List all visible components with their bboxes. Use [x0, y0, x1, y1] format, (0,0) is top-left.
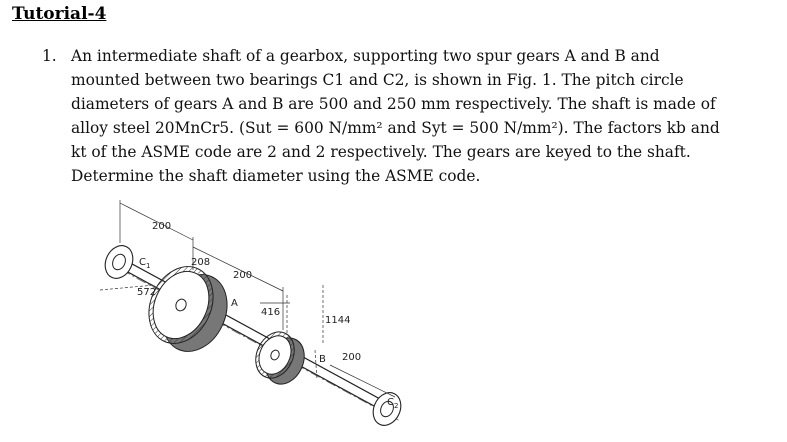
dimension-lines	[100, 200, 395, 397]
dim-200-mid: 200	[233, 270, 253, 281]
problem-text	[71, 44, 732, 188]
gear-a	[137, 256, 239, 362]
gear-b	[249, 326, 312, 391]
page-title: Tutorial-4	[12, 4, 107, 24]
label-a: A	[231, 298, 238, 309]
label-c2: $C_2$	[387, 397, 399, 410]
dim-200-bottom: 200	[342, 352, 362, 363]
dim-416: 416	[261, 307, 281, 318]
problem-statement	[42, 44, 732, 188]
dim-572: 572	[137, 287, 157, 298]
label-c1: $C_1$	[139, 257, 151, 270]
dim-1144: 1144	[325, 315, 351, 326]
bearing-c2	[368, 388, 406, 430]
problem-number: 1.	[42, 47, 57, 65]
dim-200-top: 200	[152, 221, 172, 232]
problem-line-6: Determine the shaft diameter using the ASME code.	[71, 167, 481, 185]
shaft	[105, 259, 400, 421]
label-b: B	[319, 354, 326, 365]
problem-line-2: mounted between two bearings C1 and C2, is shown in Fig. 1. The pitch circle	[71, 71, 684, 89]
problem-line-1: An intermediate shaft of a gearbox, supporting two spur gears A and B and	[71, 47, 660, 65]
problem-line-4: alloy steel 20MnCr5. (Sut = 600 N/mm² and Syt = 500 N/mm²). The factors kb and	[71, 119, 720, 137]
problem-line-5: kt of the ASME code are 2 and 2 respectively. The gears are keyed to the shaft.	[71, 143, 691, 161]
bearing-c1	[100, 241, 138, 283]
problem-line-3: diameters of gears A and B are 500 and 250 mm respectively. The shaft is made of	[71, 95, 716, 113]
shaft-figure	[95, 195, 425, 440]
dim-208: 208	[191, 257, 211, 268]
